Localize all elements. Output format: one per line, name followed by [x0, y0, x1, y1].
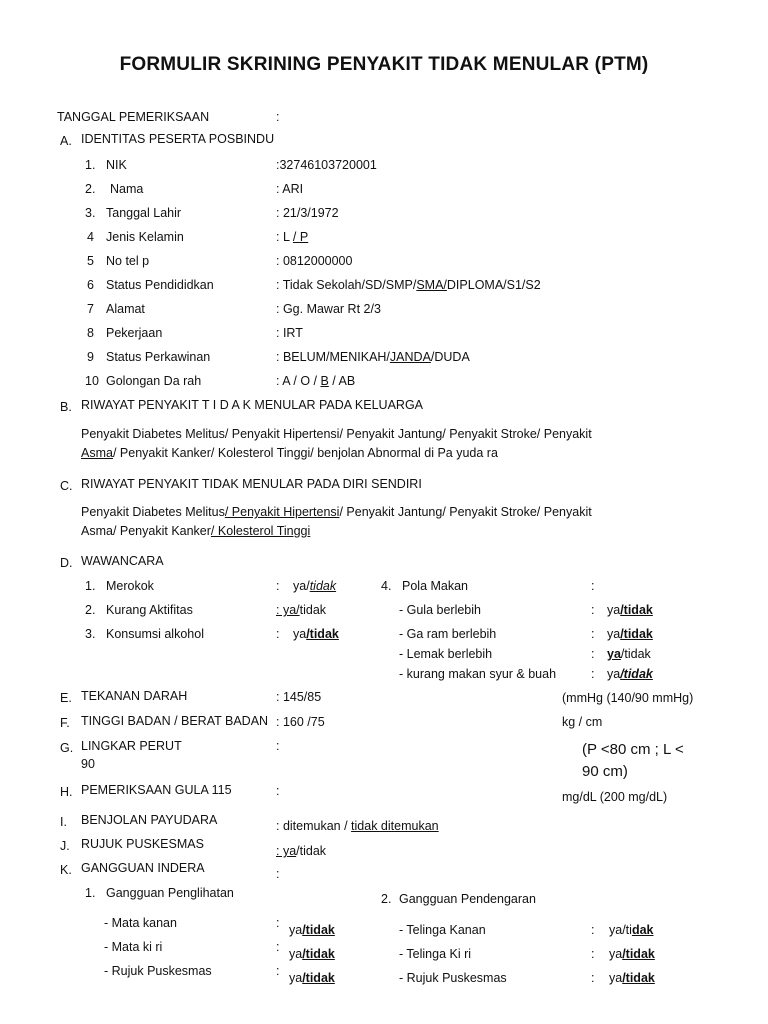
merokok-value: ya/tidak: [293, 579, 337, 593]
rujuk2-colon: :: [591, 971, 595, 985]
gula-value: ya/tidak: [607, 603, 653, 617]
row-nama-num: 2.: [85, 182, 96, 196]
section-b-line2: Asma/ Penyakit Kanker/ Kolesterol Tinggi/ benjolan Abnormal di Pa yuda ra: [81, 446, 498, 460]
section-f-unit: kg / cm: [562, 715, 603, 729]
section-h-unit: mg/dL (200 mg/dL): [562, 790, 668, 804]
row-nik-num: 1.: [85, 158, 96, 172]
mata-kanan-colon: :: [276, 916, 280, 930]
row-perkawinan-label: Status Perkawinan: [106, 350, 211, 364]
section-b-letter: B.: [60, 400, 72, 414]
section-a-letter: A.: [60, 134, 72, 148]
section-j-label: RUJUK PUSKESMAS: [81, 837, 204, 851]
mata-kiri-value: ya/tidak: [289, 947, 335, 961]
mata-kanan-label: - Mata kanan: [104, 916, 177, 930]
section-c-line2: Asma/ Penyakit Kanker/ Kolesterol Tinggi: [81, 524, 311, 538]
penglihatan-label: Gangguan Penglihatan: [106, 886, 234, 900]
alkohol-value: ya/tidak: [293, 627, 339, 641]
pola-colon: :: [591, 579, 595, 593]
section-g-letter: G.: [60, 741, 74, 755]
section-k-letter: K.: [60, 863, 72, 877]
penglihatan-num: 1.: [85, 886, 96, 900]
section-h-colon: :: [276, 784, 280, 798]
row-kelamin-num: 4: [87, 230, 94, 244]
row-lahir-value: : 21/3/1972: [276, 206, 339, 220]
row-alamat-value: : Gg. Mawar Rt 2/3: [276, 302, 381, 316]
row-darah-value: : A / O / B / AB: [276, 374, 356, 388]
row-pekerjaan-label: Pekerjaan: [106, 326, 163, 340]
row-kelamin-value: : L / P: [276, 230, 309, 244]
rujuk1-value: ya/tidak: [289, 971, 335, 985]
row-telp-label: No tel p: [106, 254, 150, 268]
lemak-value: ya/tidak: [607, 647, 651, 661]
section-e-letter: E.: [60, 691, 72, 705]
rujuk1-colon: :: [276, 964, 280, 978]
section-g-ref-line2: 90 cm): [582, 763, 628, 780]
section-f-value: : 160 /75: [276, 715, 325, 729]
section-d-label: WAWANCARA: [81, 554, 164, 568]
tanggal-label: TANGGAL PEMERIKSAAN: [57, 110, 210, 124]
section-j-letter: J.: [60, 839, 70, 853]
mata-kiri-label: - Mata ki ri: [104, 940, 163, 954]
row-pekerjaan-value: : IRT: [276, 326, 303, 340]
rujuk1-label: - Rujuk Puskesmas: [104, 964, 212, 978]
section-c-letter: C.: [60, 479, 73, 493]
alkohol-num: 3.: [85, 627, 96, 641]
garam-colon: :: [591, 627, 595, 641]
section-k-colon: :: [276, 867, 280, 881]
telinga-kiri-colon: :: [591, 947, 595, 961]
section-e-value: : 145/85: [276, 690, 322, 704]
row-nama-label: Nama: [110, 182, 144, 196]
section-h-letter: H.: [60, 785, 73, 799]
row-perkawinan-num: 9: [87, 350, 94, 364]
section-c-label: RIWAYAT PENYAKIT TIDAK MENULAR PADA DIRI SENDIRI: [81, 477, 422, 491]
row-perkawinan-value: : BELUM/MENIKAH/JANDA/DUDA: [276, 350, 470, 364]
section-i-value: : ditemukan / tidak ditemukan: [276, 819, 439, 833]
section-g-colon: :: [276, 739, 280, 753]
merokok-label: Merokok: [106, 579, 154, 593]
garam-label: - Ga ram berlebih: [399, 627, 497, 641]
alkohol-label: Konsumsi alkohol: [106, 627, 204, 641]
section-c-line1: Penyakit Diabetes Melitus/ Penyakit Hipertensi/ Penyakit Jantung/ Penyakit Stroke/ Penyakit: [81, 505, 592, 519]
section-e-unit: (mmHg (140/90 mmHg): [562, 691, 694, 705]
section-i-letter: I.: [60, 815, 67, 829]
row-nama-value: : ARI: [276, 182, 304, 196]
pola-label: Pola Makan: [402, 579, 469, 593]
telinga-kiri-value: ya/tidak: [609, 947, 655, 961]
merokok-num: 1.: [85, 579, 96, 593]
lemak-label: - Lemak berlebih: [399, 647, 493, 661]
rujuk2-label: - Rujuk Puskesmas: [399, 971, 507, 985]
gula-colon: :: [591, 603, 595, 617]
telinga-kanan-colon: :: [591, 923, 595, 937]
lemak-colon: :: [591, 647, 595, 661]
pendengaran-num: 2.: [381, 892, 392, 906]
alkohol-colon: :: [276, 627, 280, 641]
pola-num: 4.: [381, 579, 392, 593]
form-title: FORMULIR SKRINING PENYAKIT TIDAK MENULAR (PTM): [119, 54, 649, 75]
section-f-label: TINGGI BADAN / BERAT BADAN: [81, 714, 269, 728]
row-pendidikan-num: 6: [87, 278, 94, 292]
aktifitas-label: Kurang Aktifitas: [106, 603, 193, 617]
section-a-label: IDENTITAS PESERTA POSBINDU: [81, 132, 275, 146]
sayur-colon: :: [591, 667, 595, 681]
section-k-label: GANGGUAN INDERA: [81, 861, 205, 875]
row-telp-num: 5: [87, 254, 94, 268]
row-alamat-num: 7: [87, 302, 94, 316]
telinga-kiri-label: - Telinga Ki ri: [399, 947, 472, 961]
mata-kanan-value: ya/tidak: [289, 923, 335, 937]
section-i-label: BENJOLAN PAYUDARA: [81, 813, 218, 827]
section-b-line1: Penyakit Diabetes Melitus/ Penyakit Hipertensi/ Penyakit Jantung/ Penyakit Stroke/ Penyakit: [81, 427, 592, 441]
row-darah-num: 10: [85, 374, 99, 388]
section-g-sub: 90: [81, 757, 95, 771]
row-nik-value: :32746103720001: [276, 158, 377, 172]
row-alamat-label: Alamat: [106, 302, 145, 316]
section-f-letter: F.: [60, 716, 70, 730]
telinga-kanan-label: - Telinga Kanan: [399, 923, 486, 937]
row-lahir-num: 3.: [85, 206, 96, 220]
row-nik-label: NIK: [106, 158, 127, 172]
tanggal-colon: :: [276, 110, 280, 124]
gula-label: - Gula berlebih: [399, 603, 481, 617]
mata-kiri-colon: :: [276, 940, 280, 954]
aktifitas-num: 2.: [85, 603, 96, 617]
aktifitas-value: : ya/tidak: [276, 603, 327, 617]
section-d-letter: D.: [60, 556, 73, 570]
section-b-label: RIWAYAT PENYAKIT T I D A K MENULAR PADA KELUARGA: [81, 398, 423, 412]
garam-value: ya/tidak: [607, 627, 653, 641]
section-e-label: TEKANAN DARAH: [81, 689, 188, 703]
row-darah-label: Golongan Da rah: [106, 374, 202, 388]
section-g-label: LINGKAR PERUT: [81, 739, 182, 753]
row-kelamin-label: Jenis Kelamin: [106, 230, 184, 244]
section-h-label: PEMERIKSAAN GULA 115: [81, 783, 232, 797]
row-pendidikan-label: Status Pendididkan: [106, 278, 214, 292]
pendengaran-label: Gangguan Pendengaran: [399, 892, 536, 906]
row-telp-value: : 0812000000: [276, 254, 353, 268]
sayur-value: ya/tidak: [607, 667, 653, 681]
telinga-kanan-value: ya/tidak: [609, 923, 654, 937]
section-j-value: : ya/tidak: [276, 844, 327, 858]
rujuk2-value: ya/tidak: [609, 971, 655, 985]
row-pekerjaan-num: 8: [87, 326, 94, 340]
section-g-ref-line1: (P <80 cm ; L <: [582, 741, 684, 758]
merokok-colon: :: [276, 579, 280, 593]
row-pendidikan-value: : Tidak Sekolah/SD/SMP/SMA/DIPLOMA/S1/S2: [276, 278, 541, 292]
sayur-label: - kurang makan syur & buah: [399, 667, 557, 681]
row-lahir-label: Tanggal Lahir: [106, 206, 182, 220]
